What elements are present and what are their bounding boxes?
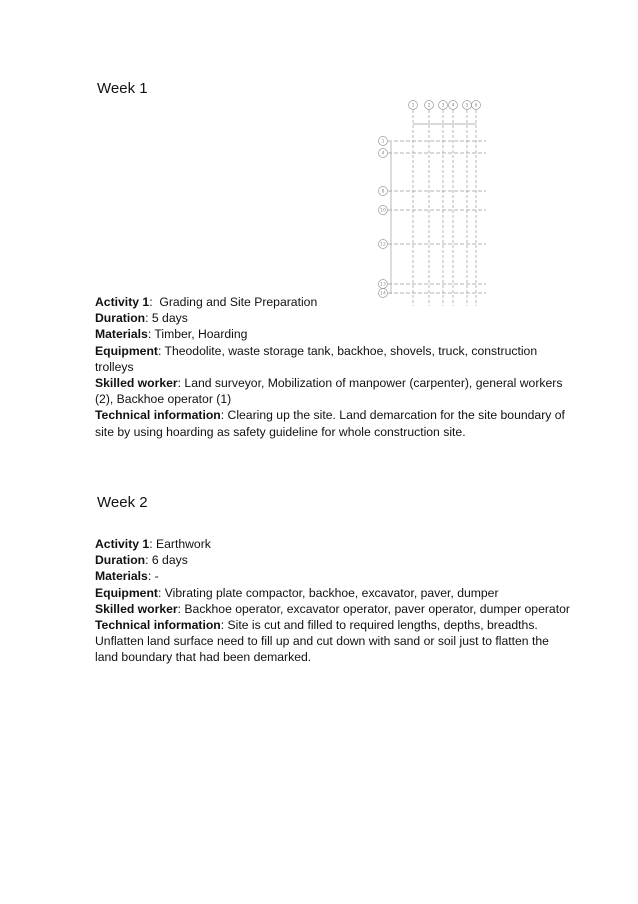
week-1-title: Week 1 bbox=[97, 80, 148, 97]
grid-row-label: 12 bbox=[380, 242, 386, 248]
grid-row-label: 13 bbox=[380, 282, 386, 288]
grid-column-label: 4 bbox=[451, 103, 455, 109]
week-2-title: Week 2 bbox=[97, 494, 148, 511]
grid-column-label: 3 bbox=[441, 103, 445, 109]
duration-line: Duration: 6 days bbox=[95, 553, 188, 568]
grid-column-label: 2 bbox=[427, 103, 431, 109]
equipment-line: Equipment: Vibrating plate compactor, backhoe, excavator, paver, dumper bbox=[95, 585, 499, 600]
skilled-worker-line: Skilled worker: Backhoe operator, excavator operator, paver operator, dumper operator bbox=[95, 601, 570, 616]
grid-row-label: 14 bbox=[380, 291, 386, 297]
week-2-activity-block bbox=[95, 536, 575, 666]
grid-row-label: 8 bbox=[381, 189, 385, 195]
materials-line: Materials: - bbox=[95, 569, 159, 584]
grid-column-label: 1 bbox=[411, 103, 415, 109]
equipment-line: Equipment: Theodolite, waste storage tank, backhoe, shovels, truck, construction trolleys bbox=[95, 343, 538, 374]
grid-row-label: 1 bbox=[381, 139, 385, 145]
duration-line: Duration: 5 days bbox=[95, 311, 188, 326]
technical-info-line: Technical information: Clearing up the site. Land demarcation for the site boundary of site by using hoarding as safety guideline for whole construction site. bbox=[95, 408, 565, 439]
skilled-worker-line: Skilled worker: Land surveyor, Mobilization of manpower (carpenter), general workers (2), Backhoe operator (1) bbox=[95, 376, 563, 407]
grid-row-label: 10 bbox=[380, 208, 386, 214]
site-grid-drawing bbox=[374, 96, 492, 311]
week-1-activity-block bbox=[95, 294, 575, 440]
grid-column-label: 6 bbox=[474, 103, 478, 109]
activity-line: Activity 1: Earthwork bbox=[95, 537, 211, 551]
grid-column-label: 5 bbox=[465, 103, 469, 109]
technical-info-line: Technical information: Site is cut and filled to required lengths, depths, breadths. Unflatten land surface need to fill up and cut down with sand or soil just to flatten the land boundary that had been demarked. bbox=[95, 618, 549, 665]
activity-line: Activity 1: Grading and Site Preparation bbox=[95, 295, 318, 309]
grid-row-label: 4 bbox=[381, 151, 385, 157]
materials-line: Materials: Timber, Hoarding bbox=[95, 327, 248, 342]
